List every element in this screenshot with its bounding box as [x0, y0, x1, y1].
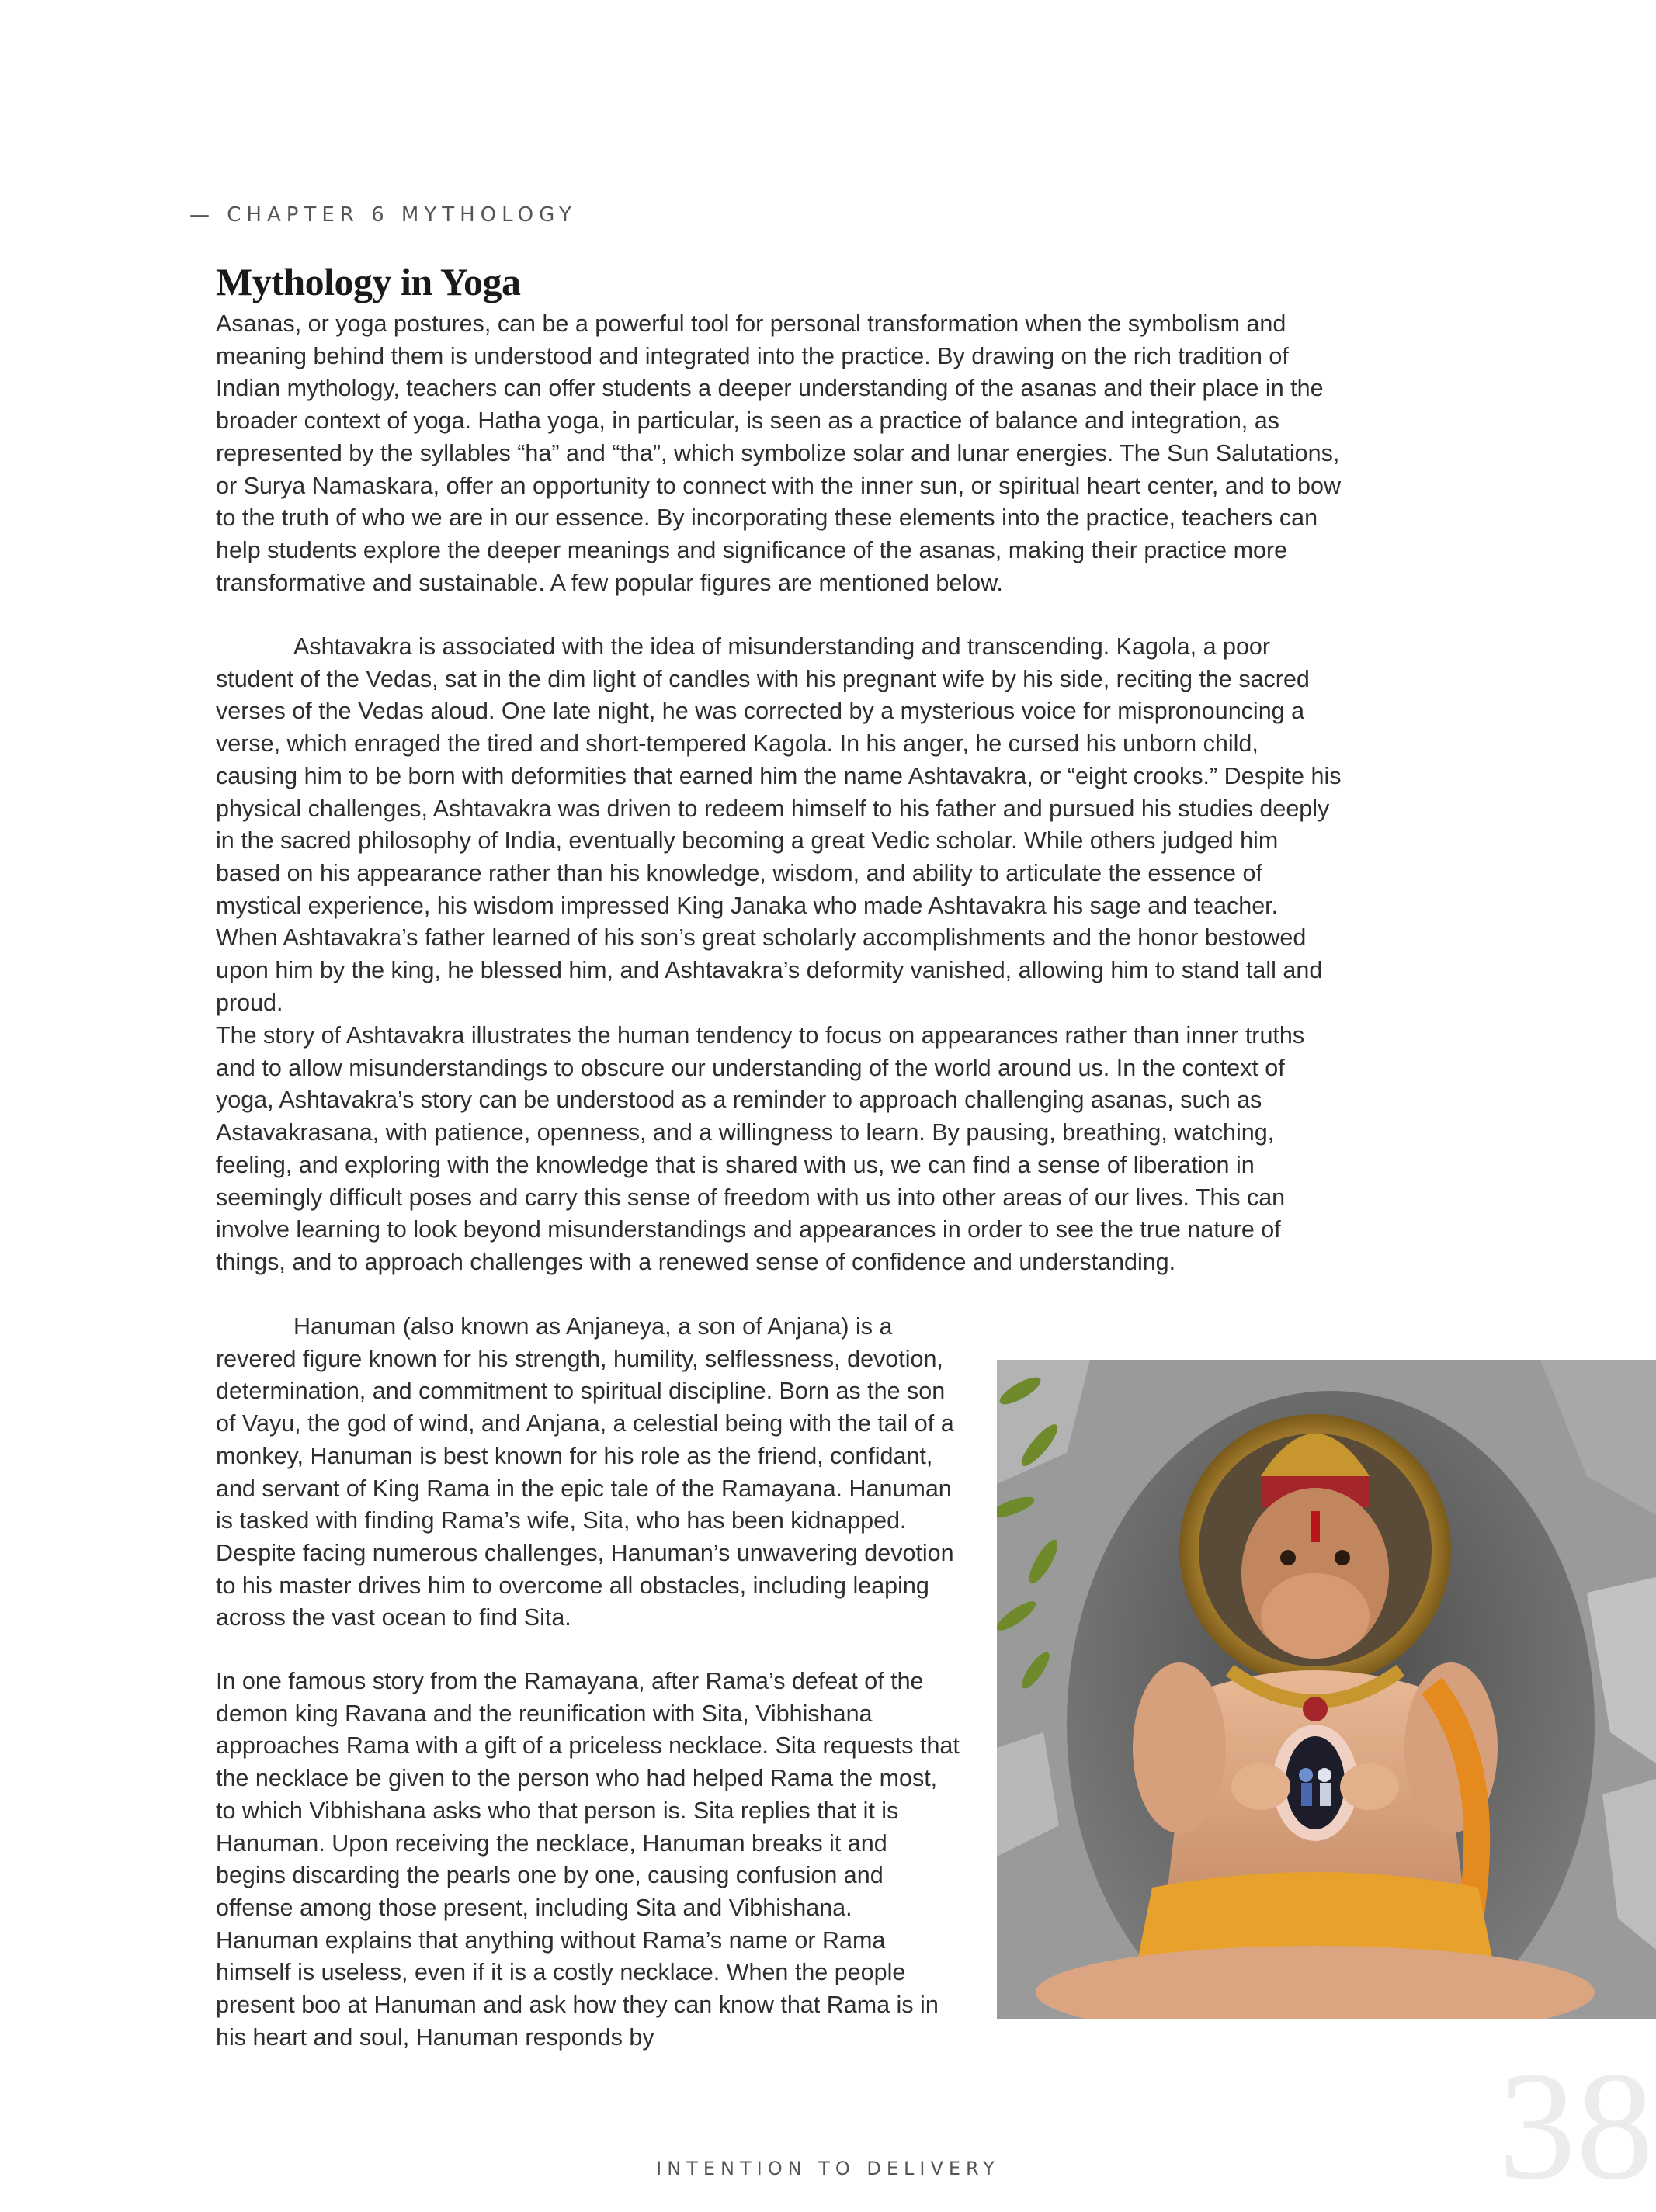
- hanuman-statue-photo: [997, 1360, 1656, 2019]
- ramayana-story-paragraph: In one famous story from the Ramayana, after Rama’s defeat of the demon king Ravana and the reunification with Sita, Vibhishana approaches Rama with a gift of a priceless necklace. Sita requests that the necklace be given to the person who had helped Rama the most, to which Vibhishana asks who that person is. Sita replies that it is Hanuman. Upon receiving the necklace, Hanuman breaks it and begins discarding the pearls one by one, causing confusion and offense among those present, including Sita and Vibhishana. Hanuman explains that anything without Rama’s name or Rama himself is useless, even if it is a costly necklace. When the people present boo at Hanuman and ask how they can know that Rama is in his heart and soul, Hanuman responds by: [216, 1668, 960, 2051]
- chapter-label: — CHAPTER 6 MYTHOLOGY: [189, 203, 577, 227]
- ashtavakra-lesson-paragraph: The story of Ashtavakra illustrates the human tendency to focus on appearances rather than inner truths and to allow misunderstandings to obscure our understanding of the world around us. In the context of yoga, Ashtavakra’s story can be understood as a reminder to approach challenging asanas, such as Astavakrasana, with patience, openness, and a willingness to learn. By pausing, breathing, watching, feeling, and exploring with the knowledge that is shared with us, we can find a sense of liberation in seemingly difficult poses and carry this sense of freedom with us into other areas of our lives. This can involve learning to look beyond misunderstandings and appearances in order to see the true nature of things, and to approach challenges with a renewed sense of confidence and understanding.: [216, 1022, 1305, 1275]
- ashtavakra-paragraph: Ashtavakra is associated with the idea of misunderstanding and transcending. Kagola, a poor student of the Vedas, sat in the dim light of candles with his pregnant wife by his side, reciting the sacred verses of the Vedas aloud. One late night, he was corrected by a mysterious voice for mispronouncing a verse, which enraged the tired and short-tempered Kagola. In his anger, he cursed his unborn child, causing him to be born with deformities that earned him the name Ashtavakra, or “eight crooks.” Despite his physical challenges, Ashtavakra was driven to redeem himself to his father and pursued his studies deeply in the sacred philosophy of India, eventually becoming a great Vedic scholar. While others judged him based on his appearance rather than his knowledge, wisdom, and ability to articulate the essence of mystical experience, his wisdom impressed King Janaka who made Ashtavakra his sage and teacher. When Ashtavakra’s father learned of his son’s great scholarly accomplishments and the honor bestowed upon him by the king, he blessed him, and Ashtavakra’s deformity vanished, allowing him to stand tall and proud.: [216, 633, 1342, 1016]
- page-number: 38: [1498, 2040, 1654, 2212]
- hanuman-statue-illustration: [997, 1360, 1656, 2019]
- hanuman-paragraph: Hanuman (also known as Anjaneya, a son of Anjana) is a revered figure known for his strength, humility, selflessness, devotion, determination, and commitment to spiritual discipline. Born as the son of Vayu, the god of wind, and Anjana, a celestial being with the tail of a monkey, Hanuman is best known for his role as the friend, confidant, and servant of King Rama in the epic tale of the Ramayana. Hanuman is tasked with finding Rama’s wife, Sita, who has been kidnapped. Despite facing numerous challenges, Hanuman’s unwavering devotion to his master drives him to overcome all obstacles, including leaping across the vast ocean to find Sita.: [216, 1313, 954, 1631]
- page-title: Mythology in Yoga: [216, 260, 521, 303]
- intro-paragraph: Asanas, or yoga postures, can be a powerful tool for personal transformation when the symbolism and meaning behind them is understood and integrated into the practice. By drawing on the rich tradition of Indian mythology, teachers can offer students a deeper understanding of the asanas and their place in the broader context of yoga. Hatha yoga, in particular, is seen as a practice of balance and integration, as represented by the syllables “ha” and “tha”, which symbolize solar and lunar energies. The Sun Salutations, or Surya Namaskara, offer an opportunity to connect with the inner sun, or spiritual heart center, and to bow to the truth of who we are in our essence. By incorporating these elements into the practice, teachers can help students explore the deeper meanings and significance of the asanas, making their practice more transformative and sustainable. A few popular figures are mentioned below.: [216, 310, 1341, 596]
- book-title-footer: INTENTION TO DELIVERY: [656, 2158, 1000, 2179]
